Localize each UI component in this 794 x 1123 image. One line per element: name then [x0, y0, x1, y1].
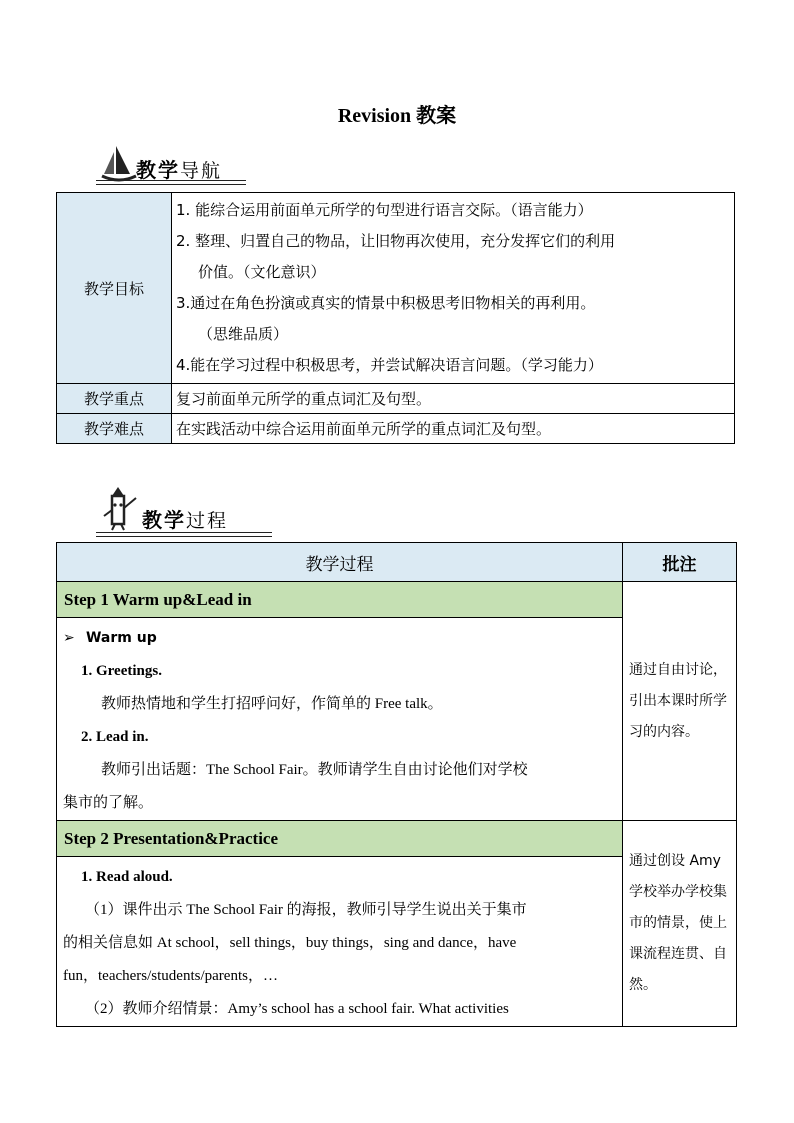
step2-para2: （2）教师介绍情景：Amy’s school has a school fair. What activities	[85, 1001, 509, 1017]
step1-item2-text-cont: 集市的了解。	[63, 795, 154, 811]
teaching-navigation-table	[56, 192, 735, 444]
step2-item1: 1. Read aloud.	[81, 869, 173, 885]
goal-line: 价值。（文化意识）	[198, 263, 326, 281]
step1-subheading: Warm up	[85, 630, 157, 646]
page-title: Revision 教案	[337, 105, 457, 127]
process-column-header: 教学过程	[57, 543, 623, 582]
goal-line: （思维品质）	[198, 325, 289, 343]
step2-note: 通过创设 Amy 学校举办学校集市的情景，使上课流程连贯、自然。	[623, 821, 737, 1027]
sailboat-icon	[100, 144, 138, 184]
step2-heading: Step 2 Presentation&Practice	[57, 821, 623, 857]
section-banner-process	[96, 488, 272, 536]
goal-line: 2. 整理、归置自己的物品，让旧物再次使用，充分发挥它们的利用	[176, 232, 616, 250]
notes-column-header: 批注	[623, 543, 737, 582]
bullet-arrow-icon: ➢	[63, 630, 75, 646]
key-points-label: 教学重点	[57, 384, 172, 414]
goals-label: 教学目标	[57, 193, 172, 384]
goal-line: 1. 能综合运用前面单元所学的句型进行语言交际。（语言能力）	[176, 201, 593, 219]
goals-cell	[172, 193, 735, 384]
step1-item2-text: 教师引出话题：The School Fair。教师请学生自由讨论他们对学校	[101, 762, 528, 778]
banner-title-bold: 教学	[136, 158, 180, 182]
step1-body	[57, 618, 623, 821]
section-banner-navigation	[96, 142, 246, 190]
step2-body	[57, 857, 623, 1027]
goal-line: 4.能在学习过程中积极思考，并尝试解决语言问题。（学习能力）	[176, 356, 603, 374]
step1-item2: 2. Lead in.	[81, 729, 149, 745]
step1-item1-text: 教师热情地和学生打招呼问好，作简单的 Free talk。	[101, 696, 443, 712]
banner-title-thin: 导航	[180, 160, 223, 182]
key-points-text: 复习前面单元所学的重点词汇及句型。	[172, 384, 735, 414]
step1-item1: 1. Greetings.	[81, 663, 162, 679]
step2-para1-cont2: fun，teachers/students/parents，…	[63, 968, 278, 984]
step1-heading: Step 1 Warm up&Lead in	[57, 582, 623, 618]
difficulties-label: 教学难点	[57, 414, 172, 444]
step2-para1: （1）课件出示 The School Fair 的海报，教师引导学生说出关于集市	[85, 902, 527, 918]
step2-para1-cont: 的相关信息如 At school，sell things，buy things，sing and dance，have	[63, 935, 517, 951]
difficulties-text: 在实践活动中综合运用前面单元所学的重点词汇及句型。	[172, 414, 735, 444]
pencil-figure-icon	[98, 486, 140, 532]
banner-title-bold: 教学	[142, 508, 186, 532]
banner-title-thin: 过程	[186, 510, 229, 532]
goal-line: 3.通过在角色扮演或真实的情景中积极思考旧物相关的再利用。	[176, 294, 596, 312]
teaching-process-table	[56, 542, 737, 1027]
step1-note: 通过自由讨论，引出本课时所学习的内容。	[623, 582, 737, 821]
